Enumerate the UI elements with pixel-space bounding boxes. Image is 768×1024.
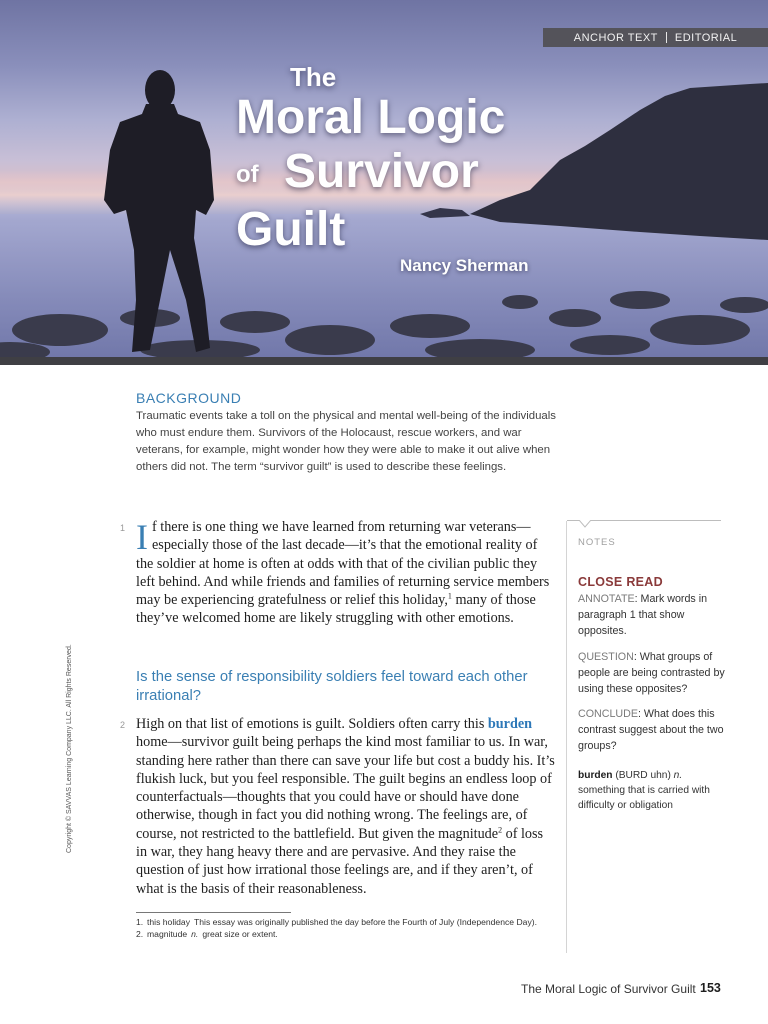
conclude-prompt: [578, 706, 726, 754]
hero-divider: [0, 357, 768, 365]
paragraph-number-1: 1: [120, 523, 126, 533]
background-text: Traumatic events take a toll on the physical and mental well-being of the individuals who must endure them. Survivors of the Holocaust, rescue workers, and war veterans, for example, might wonder how they were able to make it out alive when others did not. The term “survivor guilt” is used to describe these feelings.: [136, 410, 556, 473]
annotate-key: ANNOTATE: [578, 593, 635, 605]
title-line-3: Guilt: [236, 203, 346, 256]
paragraph-2-text-a: High on that list of emotions is guilt. Soldiers often carry this: [136, 716, 488, 732]
title-line-2: Survivor: [284, 145, 479, 198]
author-name: Nancy Sherman: [400, 256, 529, 275]
footnote-2: [136, 928, 546, 940]
footnote-text: great size or extent.: [202, 929, 278, 940]
notes-tab-notch: [579, 520, 591, 528]
conclude-key: CONCLUDE: [578, 708, 638, 720]
vocab-word-burden[interactable]: burden: [487, 716, 533, 732]
copyright-notice: Copyright © SAVVAS Learning Company LLC. All Rights Reserved.: [66, 644, 73, 853]
section-question-heading: Is the sense of responsibility soldiers feel toward each other irrational?: [136, 669, 528, 704]
vocab-definition: something that is carried with difficulty or obligation: [578, 785, 710, 811]
conclude-text: : What does this contrast suggest about the two groups?: [578, 708, 724, 752]
title-the: The: [290, 62, 337, 92]
vocabulary-entry: [578, 768, 728, 813]
question-text: : What groups of people are being contrasted by using these opposites?: [578, 651, 725, 695]
question-prompt: [578, 649, 726, 697]
category-tag: [543, 28, 768, 47]
paragraph-2-text-b: home—survivor guilt being perhaps the kind most familiar to us. In war, standing here rather than there can save your life but cost a buddy his. It’s flukish luck, but you feel responsible. The guilt begins an endless loop of counterfactuals—thoughts that you could have or should have done otherwise, though in fact you did nothing wrong. The feelings are, of course, not restricted to the battlefield. But given the magnitude: [136, 734, 555, 842]
vocab-term: burden: [578, 770, 613, 781]
annotate-prompt: [578, 591, 726, 639]
running-footer-title: The Moral Logic of Survivor Guilt: [521, 982, 696, 996]
paragraph-number-2: 2: [120, 720, 126, 730]
paragraph-1-text-a: f there is one thing we have learned from returning war veterans—especially those of the last decade—it’s that the emotional reality of the soldier at home is often at odds with that of the civilian public they left behind. And while friends and families of returning service members may be experiencing gratefulness or relief this holiday,: [136, 519, 550, 609]
notes-divider: [566, 521, 567, 953]
paragraph-1: [136, 518, 554, 628]
footnote-number: 2.: [136, 929, 144, 940]
close-read-heading: CLOSE READ: [578, 575, 663, 589]
hero-image: [0, 0, 768, 365]
paragraph-1-text-b: many of those they’ve welcomed home are likely struggling with other emotions.: [136, 592, 536, 627]
vocab-pronunciation: (BURD uhn): [612, 770, 674, 781]
footnote-ref-1[interactable]: 1: [447, 591, 452, 601]
tag-editorial: EDITORIAL: [674, 31, 738, 44]
title-line-1: Moral Logic: [236, 91, 506, 144]
tag-anchor-text: ANCHOR TEXT: [573, 31, 658, 44]
footnote-1: [136, 916, 546, 928]
footnote-ref-2[interactable]: 2: [498, 825, 503, 835]
page-number: 153: [700, 981, 721, 995]
paragraph-2-text-c: of loss in war, they hang heavy there and are pervasive. And they raise the question of just how irrational those feelings are, and if they aren’t, of what is the basis of their reasonableness.: [136, 825, 544, 897]
notes-label: NOTES: [578, 537, 616, 548]
vocab-part-of-speech: n.: [673, 770, 683, 781]
annotate-text: : Mark words in paragraph 1 that show opposites.: [578, 593, 708, 637]
footnotes: [136, 916, 546, 941]
footnote-divider: [136, 912, 291, 913]
tag-divider: [666, 32, 667, 43]
background-heading: BACKGROUND: [136, 390, 242, 406]
footnote-text: This essay was originally published the day before the Fourth of July (Independence Day).: [194, 917, 537, 927]
footnote-term: this holiday: [147, 917, 190, 927]
footnote-number: 1.: [136, 917, 144, 927]
title-of: of: [236, 161, 259, 188]
question-key: QUESTION: [578, 651, 634, 663]
footnote-part-of-speech: n.: [191, 929, 199, 940]
footnote-term: magnitude: [147, 929, 188, 940]
paragraph-2: [136, 715, 556, 898]
drop-cap: I: [136, 517, 148, 557]
